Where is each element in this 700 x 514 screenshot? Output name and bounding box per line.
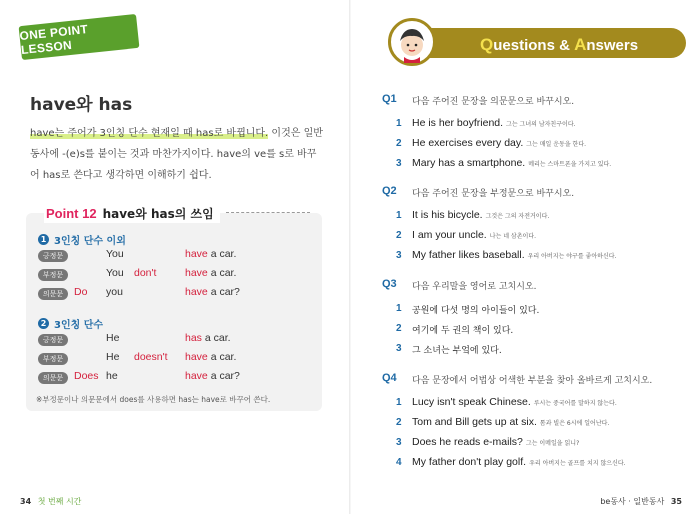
- item-number: 3: [396, 343, 402, 354]
- item-en: My father likes baseball.: [412, 249, 525, 261]
- object: a car?: [207, 370, 240, 382]
- section-number: 1: [38, 234, 49, 245]
- right-page: [350, 0, 700, 514]
- sentence-type-tag: 긍정문: [38, 250, 68, 262]
- object: a car.: [207, 351, 237, 363]
- item-number: 1: [396, 118, 402, 129]
- subject: You: [106, 267, 124, 279]
- verb-phrase: [185, 286, 240, 298]
- item-en: Does he reads e-mails?: [412, 436, 523, 448]
- item-ko: 그는 그녀의 남자친구이다.: [506, 121, 576, 128]
- question-label: Q1: [382, 93, 397, 105]
- object: a car.: [207, 248, 237, 260]
- sentence-type-tag: 긍정문: [38, 334, 68, 346]
- auxiliary: Does: [74, 370, 99, 382]
- point-title: have와 has의 쓰임: [102, 206, 214, 221]
- object: a car.: [201, 332, 231, 344]
- item-number: 4: [396, 457, 402, 468]
- item-text: [412, 117, 576, 129]
- item-number: 3: [396, 158, 402, 169]
- question-label: Q4: [382, 372, 397, 384]
- item-en: He is her boyfriend.: [412, 117, 504, 129]
- badge-label: ONE POINT LESSON: [18, 22, 89, 58]
- item-ko: 루시는 중국어를 말하지 않는다.: [533, 400, 617, 407]
- item-number: 2: [396, 323, 402, 334]
- item-text: [412, 456, 626, 468]
- character-avatar-icon: [388, 18, 436, 66]
- item-en: Lucy isn't speak Chinese.: [412, 396, 531, 408]
- verb: have: [185, 267, 208, 279]
- item-number: 2: [396, 138, 402, 149]
- item-en: Tom and Bill gets up at six.: [412, 416, 537, 428]
- verb-phrase: [185, 370, 240, 382]
- section-number: 2: [38, 318, 49, 329]
- item-text: [412, 416, 609, 428]
- sentence-type-tag: 의문문: [38, 372, 68, 384]
- item-ko: 메리는 스마트폰을 가지고 있다.: [528, 161, 612, 168]
- item-number: 2: [396, 230, 402, 241]
- verb-phrase: [185, 267, 236, 279]
- item-ko: 나는 네 삼촌이다.: [489, 233, 536, 240]
- qa-q-rest: uestions &: [493, 37, 575, 54]
- item-text: 그 소녀는 부엌에 있다.: [412, 346, 502, 356]
- one-point-lesson-badge: [19, 14, 140, 60]
- item-text: [412, 157, 611, 169]
- page-number: 35: [670, 497, 682, 506]
- verb-phrase: [185, 248, 236, 260]
- item-ko: 우리 아버지는 골프를 치지 않으신다.: [529, 460, 626, 467]
- point-heading: [44, 203, 220, 223]
- item-text: [412, 209, 549, 221]
- subject: You: [106, 248, 124, 260]
- lesson-paragraph: [30, 123, 325, 186]
- qa-a: A: [574, 35, 587, 54]
- question-instruction: 다음 주어진 문장을 부정문으로 바꾸시오.: [412, 189, 575, 199]
- verb-phrase: [185, 351, 236, 363]
- section-title: 3인칭 단수 이외: [54, 236, 126, 247]
- item-text: [412, 436, 579, 448]
- grammar-row: [38, 266, 308, 284]
- verb: have: [185, 248, 208, 260]
- usage-note: ※부정문이나 의문문에서 does를 사용하면 has는 have로 바꾸어 쓴다.: [36, 395, 271, 404]
- question-instruction: 다음 문장에서 어법상 어색한 부분을 찾아 올바르게 고치시오.: [412, 376, 653, 386]
- item-text: [412, 249, 616, 261]
- verb: have: [185, 370, 208, 382]
- page-number: 34: [20, 497, 32, 506]
- item-en: Mary has a smartphone.: [412, 157, 526, 169]
- item-ko: 그는 이메일을 읽니?: [525, 440, 580, 447]
- item-number: 2: [396, 417, 402, 428]
- item-text: 여기에 두 권의 책이 있다.: [412, 326, 514, 336]
- grammar-row: [38, 369, 308, 387]
- verb-phrase: [185, 332, 231, 344]
- verb: have: [185, 351, 208, 363]
- sentence-type-tag: 의문문: [38, 288, 68, 300]
- item-ko: 그것은 그의 자전거이다.: [485, 213, 550, 220]
- verb: have: [185, 286, 208, 298]
- section-label: [38, 232, 126, 247]
- item-en: My father don't play golf.: [412, 456, 527, 468]
- question-label: Q3: [382, 278, 397, 290]
- section-title: 3인칭 단수: [54, 320, 104, 331]
- grammar-row: [38, 331, 308, 349]
- lesson-title: have와 has: [30, 95, 133, 115]
- paragraph-highlight: have는 주어가 3인칭 단수 현재일 때 has로 바뀝니다.: [30, 128, 269, 139]
- item-ko: 우리 아버지는 야구를 좋아하신다.: [527, 253, 617, 260]
- item-en: It is his bicycle.: [412, 209, 483, 221]
- item-number: 3: [396, 250, 402, 261]
- qa-a-rest: nswers: [586, 37, 639, 54]
- paragraph-rest: 이것은 일반동사에 -(e)s를 붙이는 것과 마찬가지이다. have의 ve를 s로 바꾸어 has로 쓴다고 생각하면 이해하기 쉽다.: [30, 128, 323, 181]
- item-number: 1: [396, 397, 402, 408]
- item-text: 공원에 다섯 명의 아이들이 있다.: [412, 306, 540, 316]
- question-instruction: 다음 우리말을 영어로 고치시오.: [412, 282, 537, 292]
- question-label: Q2: [382, 185, 397, 197]
- item-ko: 그는 매일 운동을 한다.: [526, 141, 587, 148]
- right-footer: [600, 496, 682, 507]
- object: a car.: [207, 267, 237, 279]
- grammar-row: [38, 285, 308, 303]
- item-text: [412, 229, 536, 241]
- negation: don't: [134, 267, 157, 279]
- verb: has: [185, 332, 202, 344]
- qa-title: [480, 35, 638, 55]
- negation: doesn't: [134, 351, 168, 363]
- point-number: Point 12: [46, 205, 97, 221]
- object: a car?: [207, 286, 240, 298]
- auxiliary: Do: [74, 286, 88, 298]
- item-ko: 톰과 빌은 6시에 일어난다.: [539, 420, 610, 427]
- subject: He: [106, 351, 120, 363]
- left-footer: [20, 496, 81, 507]
- grammar-row: [38, 350, 308, 368]
- sentence-type-tag: 부정문: [38, 269, 68, 281]
- qa-q: Q: [480, 35, 494, 54]
- item-en: He exercises every day.: [412, 137, 524, 149]
- item-number: 3: [396, 437, 402, 448]
- footer-section: 첫 번째 시간: [37, 497, 82, 506]
- question-instruction: 다음 주어진 문장을 의문문으로 바꾸시오.: [412, 97, 575, 107]
- sentence-type-tag: 부정문: [38, 353, 68, 365]
- subject: He: [106, 332, 120, 344]
- subject: he: [106, 370, 118, 382]
- section-label: [38, 316, 103, 331]
- subject: you: [106, 286, 123, 298]
- item-number: 1: [396, 303, 402, 314]
- footer-section: be동사 · 일반동사: [600, 497, 665, 506]
- grammar-row: [38, 247, 308, 265]
- point-dashed-divider: [226, 212, 310, 213]
- item-en: I am your uncle.: [412, 229, 487, 241]
- item-text: [412, 396, 617, 408]
- item-number: 1: [396, 210, 402, 221]
- item-text: [412, 137, 586, 149]
